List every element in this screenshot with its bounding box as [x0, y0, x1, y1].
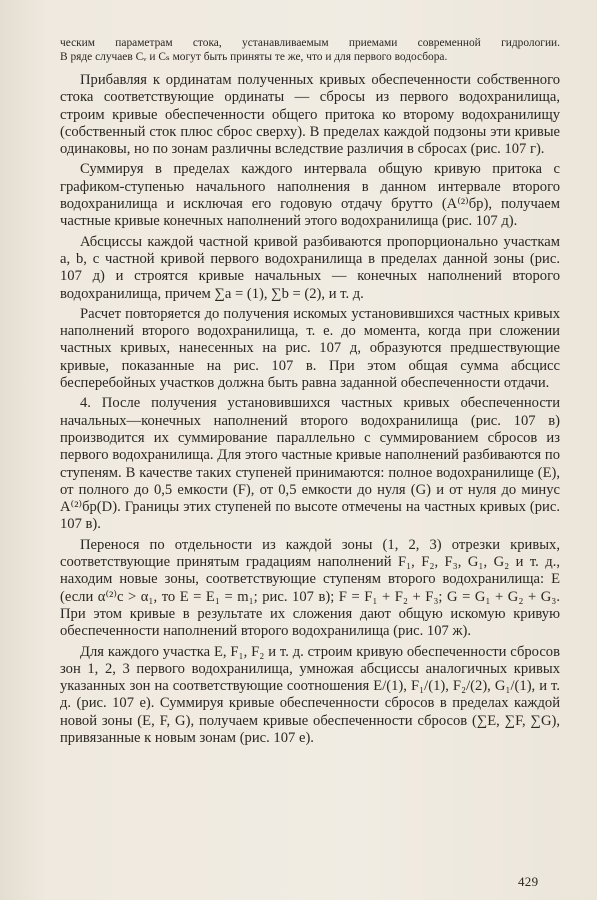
footnote-line-2: В ряде случаев Cᵥ и Cₛ могут быть приняты те же, что и для первого водосбора.: [60, 51, 448, 63]
paragraph: Расчет повторяется до получения искомых установившихся частных кривых наполнений второго водохранилища, т. е. до момента, когда при сложении частных кривых, нанесенных на рис. 107 д, образуются предшествующие кривые, показанные на рис. 107 в. При этом общая сумма абсцисс бесперебойных участков должна быть равна заданной обеспеченности отдачи.: [60, 305, 560, 392]
paragraph: Прибавляя к ординатам полученных кривых обеспеченности собственного стока соответствующие ординаты — сбросы из первого водохранилища, строим кривые обеспеченности общего притока ко второму водохранилищу (собственный сток плюс сброс сверху). В пределах каждой подзоны эти кривые одинаковы, но по зонам различны вследствие различия в сбросах (рис. 107 г).: [60, 72, 560, 158]
paragraph: Перенося по отдельности из каждой зоны (1, 2, 3) отрезки кривых, соответствующие принятым градациям наполнений F₁, F₂, F₃, G₁, G₂ и т. д., находим новые зоны, соответствующие ступеням второго водохранилища: E (если α⁽²⁾c > α₁, то E = E₁ = m₁; рис. 107 в); F = F₁ + F₂ + F₃; G = G₁ + G₂ + G₃. При этом кривые в результате их сложения дают общую искомую кривую обеспеченности наполнений второго водохранилища (рис. 107 ж).: [60, 536, 560, 640]
page-number: 429: [518, 874, 539, 889]
footnote-line-1: ческим параметрам стока, устанавливаемым приемами современной гидрологии.: [60, 37, 560, 49]
paragraph: Для каждого участка E, F₁, F₂ и т. д. строим кривую обеспеченности сбросов зон 1, 2, 3 первого водохранилища, умножая абсциссы аналогичных кривых указанных зон на соответствующие соотношения E/(1), F₁/(1), F₂/(2), G₁/(1), и т. д. (рис. 107 е). Суммируя кривые обеспеченности сбросов в пределах каждой новой зоны (E, F, G), получаем кривые обеспеченности сбросов (∑E, ∑F, ∑G), привязанные к новым зонам (рис. 107 е).: [60, 643, 560, 746]
paragraph: Суммируя в пределах каждого интервала общую кривую притока с графиком-ступенью начального наполнения в данном интервале второго водохранилища и исключая его годовую отдачу брутто (A⁽²⁾бр), получаем частные кривые конечных наполнений этого водохранилища (рис. 107 д).: [60, 161, 560, 230]
page-text: [60, 36, 560, 747]
paragraph: 4. После получения установившихся частных кривых обеспеченности начальных—конечных наполнений второго водохранилища (рис. 107 в) производится их суммирование параллельно с суммированием сбросов из первого водохранилища. Для этого частные кривые наполнений разбиваются по ступеням. В качестве таких ступеней принимаются: полное водохранилище (E), от полного до 0,5 емкости (F), от 0,5 емкости до нуля (G) и от нуля до минус A⁽²⁾бр(D). Границы этих ступеней по высоте отмечены на частных кривых (рис. 107 в).: [60, 395, 560, 533]
paragraph: Абсциссы каждой частной кривой разбиваются пропорционально участкам a, b, c частной кривой первого водохранилища в пределах данной зоны (рис. 107 д) и строятся кривые начальных — конечных наполнений второго водохранилища, причем ∑a = (1), ∑b = (2), и т. д.: [60, 233, 560, 302]
